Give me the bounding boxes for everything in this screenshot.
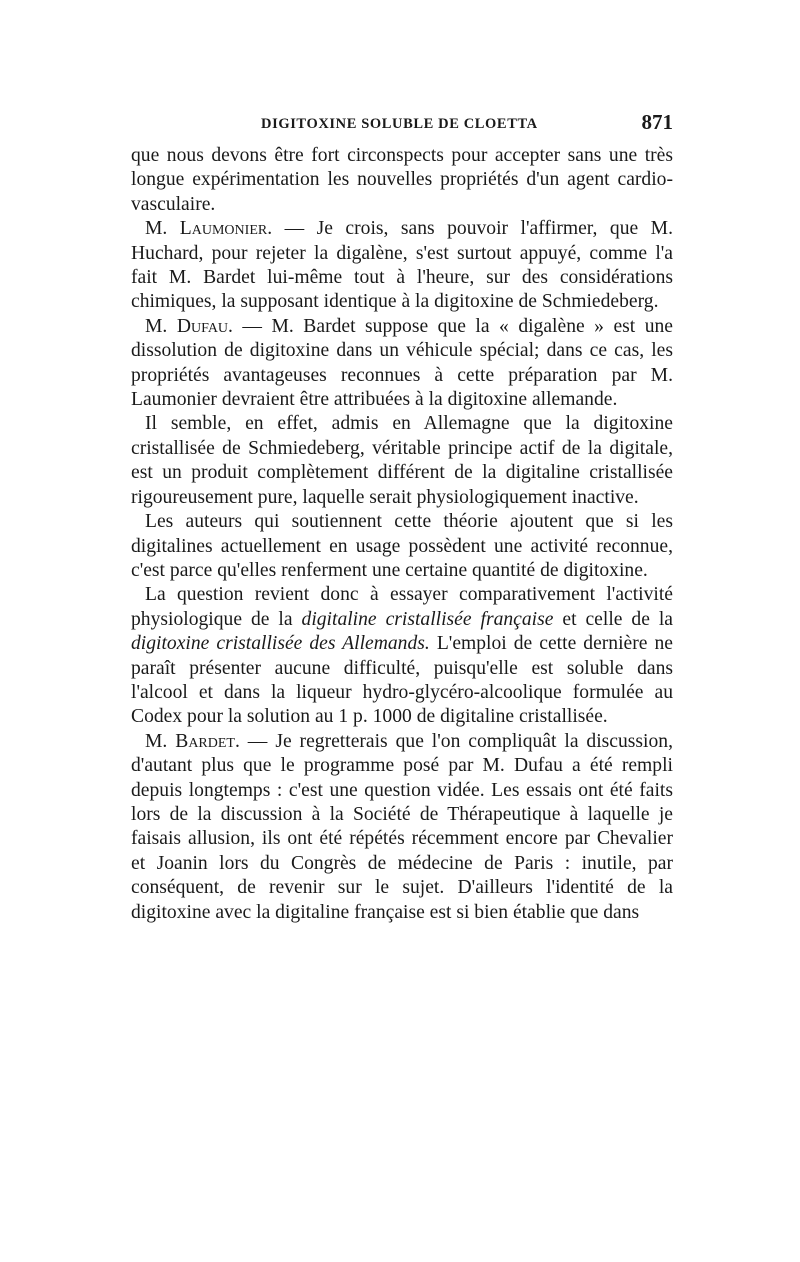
running-title: DIGITOXINE SOLUBLE DE CLOETTA	[261, 116, 538, 132]
paragraph-bardet	[131, 730, 673, 925]
running-head	[131, 110, 673, 144]
paragraph-continuation: que nous devons être fort circonspects pour accepter sans une très longue expérimentation les nouvelles propriétés d'un agent cardio-vasculaire.	[131, 145, 673, 215]
speaker-name-dufau: Dufau	[176, 315, 229, 337]
body-text	[131, 144, 673, 925]
paragraph-allemagne: Il semble, en effet, admis en Allemagne que la digitoxine cristallisée de Schmiedeberg, véritable principe actif de la digitale, est un produit complètement différent de la digitaline cristallisée rigoureusement pure, laquelle serait physiologiquement inactive.	[131, 413, 673, 508]
speaker-name-laumonier: Laumonier	[179, 218, 268, 240]
paragraph-text: La question revient donc à essayer comparativement l'activité physiologique de la	[131, 584, 673, 630]
paragraph-text: L'emploi de cette dernière ne paraît présenter aucune difficulté, puisqu'elle est soluble dans l'alcool et dans la liqueur hydro-glycéro-alcoolique formulée au Codex pour la solution au 1 p. 1000 de digitaline cristallisée.	[131, 633, 673, 728]
page-number: 871	[641, 110, 673, 134]
page	[131, 110, 673, 925]
paragraph-text: et celle de la	[553, 608, 673, 630]
paragraph-dufau	[131, 315, 673, 413]
paragraph-auteurs: Les auteurs qui soutiennent cette théorie ajoutent que si les digitalines actuellement en usage possèdent une activité reconnue, c'est parce qu'elles renferment une certaine quantité de digitoxine.	[131, 511, 673, 581]
paragraph-question	[131, 583, 673, 729]
italic-term: digitoxine cristallisée des Allemands.	[131, 633, 430, 655]
paragraph-laumonier	[131, 217, 673, 315]
paragraph-text: . — Je crois, sans pouvoir l'affirmer, que M. Huchard, pour rejeter la digalène, s'est surtout appuyé, comme l'a fait M. Bardet lui-même tout à l'heure, sur des considérations chimiques, la supposant identique à la digitoxine de Schmiedeberg.	[131, 218, 673, 313]
paragraph-text: . — M. Bardet suppose que la « digalène » est une dissolution de digitoxine dans un véhicule spécial; dans ce cas, les propriétés avantageuses reconnues à cette préparation par M. Laumonier devraient être attribuées à la digitoxine allemande.	[131, 315, 673, 411]
speaker-prefix: M.	[145, 315, 177, 337]
speaker-name-bardet: Bardet	[175, 730, 235, 752]
speaker-prefix: M.	[145, 218, 180, 240]
speaker-prefix: M.	[145, 730, 176, 752]
italic-term: digitaline cristallisée française	[301, 608, 554, 630]
paragraph-text: . — Je regretterais que l'on compliquât la discussion, d'autant plus que le programme posé par M. Dufau a été rempli depuis longtemps : c'est une question vidée. Les essais ont été faits lors de la discussion à la Société de Thérapeutique à laquelle je faisais allusion, ils ont été répétés récemment encore par Chevalier et Joanin lors du Congrès de médecine de Paris : inutile, par conséquent, de revenir sur le sujet. D'ailleurs l'identité de la digitoxine avec la digitaline française est si bien établie que dans	[131, 730, 673, 923]
